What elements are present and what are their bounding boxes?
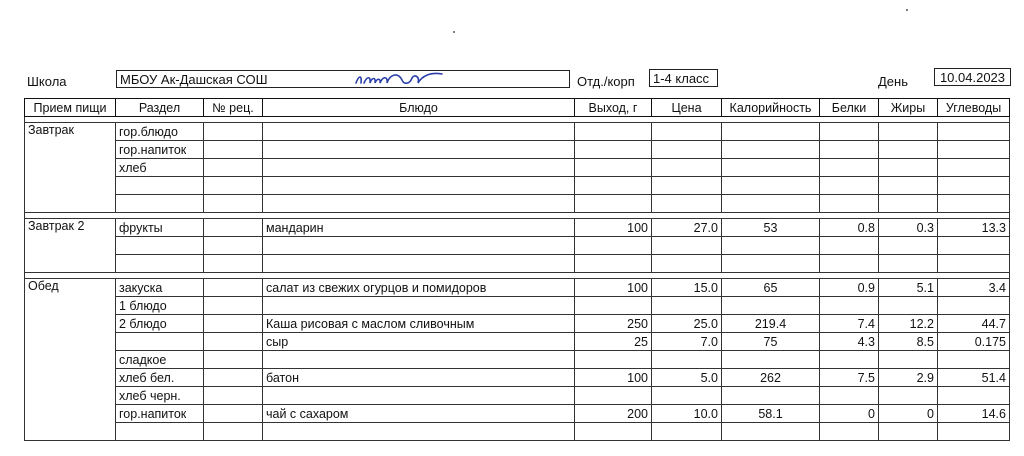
carbs-cell: 44.7 (938, 315, 1010, 333)
protein-cell: 0.9 (820, 279, 879, 297)
table-row (25, 423, 1010, 441)
dish-cell (263, 141, 575, 159)
table-row (25, 195, 1010, 213)
calories-cell (722, 141, 820, 159)
meal-name-cell: Завтрак (25, 123, 116, 213)
fat-cell (879, 195, 938, 213)
column-header: Жиры (879, 99, 938, 117)
weight-cell (575, 195, 652, 213)
protein-cell (820, 141, 879, 159)
weight-cell (575, 123, 652, 141)
carbs-cell (938, 195, 1010, 213)
table-row (25, 255, 1010, 273)
section-cell: 2 блюдо (116, 315, 204, 333)
section-cell (116, 237, 204, 255)
table-row (25, 219, 1010, 237)
table-row (25, 279, 1010, 297)
recipe-cell (204, 423, 263, 441)
recipe-cell (204, 237, 263, 255)
table-row (25, 237, 1010, 255)
recipe-cell (204, 297, 263, 315)
column-header: Белки (820, 99, 879, 117)
fat-cell: 0 (879, 405, 938, 423)
fat-cell: 8.5 (879, 333, 938, 351)
carbs-cell (938, 237, 1010, 255)
price-cell: 15.0 (652, 279, 722, 297)
fat-cell (879, 387, 938, 405)
school-name-field: МБОУ Ак-Дашская СОШ (116, 70, 570, 88)
fat-cell: 12.2 (879, 315, 938, 333)
recipe-cell (204, 255, 263, 273)
scan-speck (453, 31, 455, 33)
calories-cell (722, 195, 820, 213)
weight-cell (575, 351, 652, 369)
carbs-cell (938, 423, 1010, 441)
carbs-cell (938, 159, 1010, 177)
recipe-cell (204, 195, 263, 213)
carbs-cell (938, 297, 1010, 315)
fat-cell (879, 255, 938, 273)
dish-cell (263, 387, 575, 405)
carbs-cell (938, 351, 1010, 369)
carbs-cell: 13.3 (938, 219, 1010, 237)
calories-cell (722, 237, 820, 255)
protein-cell (820, 423, 879, 441)
price-cell (652, 423, 722, 441)
dish-cell (263, 159, 575, 177)
weight-cell (575, 423, 652, 441)
recipe-cell (204, 315, 263, 333)
protein-cell (820, 195, 879, 213)
weight-cell: 100 (575, 219, 652, 237)
table-row (25, 369, 1010, 387)
calories-cell (722, 159, 820, 177)
dish-cell (263, 351, 575, 369)
carbs-cell (938, 123, 1010, 141)
table-row (25, 297, 1010, 315)
meal-name-cell: Завтрак 2 (25, 219, 116, 273)
school-label: Школа (27, 74, 67, 89)
recipe-cell (204, 177, 263, 195)
weight-cell: 100 (575, 279, 652, 297)
section-cell: сладкое (116, 351, 204, 369)
protein-cell: 0.8 (820, 219, 879, 237)
protein-cell (820, 351, 879, 369)
carbs-cell (938, 387, 1010, 405)
recipe-cell (204, 387, 263, 405)
column-header: Выход, г (575, 99, 652, 117)
dept-label: Отд./корп (577, 74, 635, 89)
table-row (25, 141, 1010, 159)
weight-cell: 25 (575, 333, 652, 351)
price-cell (652, 255, 722, 273)
dish-cell (263, 237, 575, 255)
recipe-cell (204, 405, 263, 423)
protein-cell (820, 255, 879, 273)
price-cell: 7.0 (652, 333, 722, 351)
price-cell (652, 387, 722, 405)
price-cell: 10.0 (652, 405, 722, 423)
calories-cell (722, 387, 820, 405)
fat-cell (879, 297, 938, 315)
fat-cell (879, 159, 938, 177)
calories-cell: 75 (722, 333, 820, 351)
table-row (25, 387, 1010, 405)
weight-cell (575, 255, 652, 273)
recipe-cell (204, 141, 263, 159)
calories-cell: 58.1 (722, 405, 820, 423)
calories-cell: 262 (722, 369, 820, 387)
section-cell: гор.напиток (116, 141, 204, 159)
scan-speck (906, 9, 908, 11)
price-cell: 27.0 (652, 219, 722, 237)
section-cell: хлеб бел. (116, 369, 204, 387)
weight-cell: 250 (575, 315, 652, 333)
carbs-cell (938, 141, 1010, 159)
section-cell: фрукты (116, 219, 204, 237)
protein-cell: 0 (820, 405, 879, 423)
section-cell: 1 блюдо (116, 297, 204, 315)
section-cell (116, 177, 204, 195)
column-header: Блюдо (263, 99, 575, 117)
protein-cell (820, 387, 879, 405)
dish-cell: чай с сахаром (263, 405, 575, 423)
dish-cell: Каша рисовая с маслом сливочным (263, 315, 575, 333)
protein-cell: 7.5 (820, 369, 879, 387)
calories-cell: 53 (722, 219, 820, 237)
section-cell (116, 333, 204, 351)
signature-mark (352, 66, 448, 90)
calories-cell (722, 351, 820, 369)
fat-cell (879, 423, 938, 441)
weight-cell (575, 159, 652, 177)
table-row (25, 333, 1010, 351)
calories-cell: 219.4 (722, 315, 820, 333)
protein-cell: 7.4 (820, 315, 879, 333)
recipe-cell (204, 219, 263, 237)
dish-cell: батон (263, 369, 575, 387)
recipe-cell (204, 123, 263, 141)
price-cell (652, 297, 722, 315)
protein-cell (820, 123, 879, 141)
header-row (25, 99, 1010, 117)
column-header: Углеводы (938, 99, 1010, 117)
dept-field: 1-4 класс (649, 69, 718, 87)
table-row (25, 351, 1010, 369)
column-header: № рец. (204, 99, 263, 117)
price-cell (652, 159, 722, 177)
dish-cell (263, 297, 575, 315)
table-row (25, 177, 1010, 195)
calories-cell (722, 423, 820, 441)
section-cell: хлеб черн. (116, 387, 204, 405)
table-row (25, 159, 1010, 177)
weight-cell (575, 237, 652, 255)
calories-cell (722, 255, 820, 273)
weight-cell (575, 141, 652, 159)
column-header: Раздел (116, 99, 204, 117)
protein-cell (820, 159, 879, 177)
dish-cell (263, 123, 575, 141)
price-cell (652, 123, 722, 141)
recipe-cell (204, 351, 263, 369)
dish-cell (263, 423, 575, 441)
fat-cell (879, 177, 938, 195)
section-cell (116, 255, 204, 273)
fat-cell (879, 351, 938, 369)
weight-cell (575, 177, 652, 195)
carbs-cell: 51.4 (938, 369, 1010, 387)
recipe-cell (204, 279, 263, 297)
carbs-cell: 14.6 (938, 405, 1010, 423)
dish-cell: салат из свежих огурцов и помидоров (263, 279, 575, 297)
dish-cell (263, 177, 575, 195)
column-header: Прием пищи (25, 99, 116, 117)
weight-cell: 100 (575, 369, 652, 387)
recipe-cell (204, 369, 263, 387)
column-header: Калорийность (722, 99, 820, 117)
menu-table (24, 98, 1010, 441)
price-cell: 25.0 (652, 315, 722, 333)
recipe-cell (204, 333, 263, 351)
fat-cell: 0.3 (879, 219, 938, 237)
weight-cell: 200 (575, 405, 652, 423)
dish-cell (263, 255, 575, 273)
calories-cell (722, 177, 820, 195)
calories-cell (722, 297, 820, 315)
meal-name-cell: Обед (25, 279, 116, 441)
weight-cell (575, 297, 652, 315)
calories-cell: 65 (722, 279, 820, 297)
dish-cell: мандарин (263, 219, 575, 237)
calories-cell (722, 123, 820, 141)
fat-cell (879, 141, 938, 159)
section-cell: гор.напиток (116, 405, 204, 423)
fat-cell: 5.1 (879, 279, 938, 297)
carbs-cell: 3.4 (938, 279, 1010, 297)
table-row (25, 315, 1010, 333)
price-cell (652, 351, 722, 369)
fat-cell (879, 237, 938, 255)
section-cell: гор.блюдо (116, 123, 204, 141)
fat-cell: 2.9 (879, 369, 938, 387)
section-cell: закуска (116, 279, 204, 297)
protein-cell (820, 297, 879, 315)
carbs-cell (938, 177, 1010, 195)
column-header: Цена (652, 99, 722, 117)
price-cell: 5.0 (652, 369, 722, 387)
price-cell (652, 141, 722, 159)
section-cell: хлеб (116, 159, 204, 177)
day-label: День (878, 74, 908, 89)
protein-cell (820, 237, 879, 255)
recipe-cell (204, 159, 263, 177)
fat-cell (879, 123, 938, 141)
protein-cell: 4.3 (820, 333, 879, 351)
protein-cell (820, 177, 879, 195)
section-cell (116, 195, 204, 213)
weight-cell (575, 387, 652, 405)
day-field: 10.04.2023 (934, 68, 1011, 86)
carbs-cell (938, 255, 1010, 273)
table-row (25, 405, 1010, 423)
section-cell (116, 423, 204, 441)
dish-cell (263, 195, 575, 213)
table-row (25, 123, 1010, 141)
carbs-cell: 0.175 (938, 333, 1010, 351)
price-cell (652, 195, 722, 213)
price-cell (652, 237, 722, 255)
price-cell (652, 177, 722, 195)
dish-cell: сыр (263, 333, 575, 351)
